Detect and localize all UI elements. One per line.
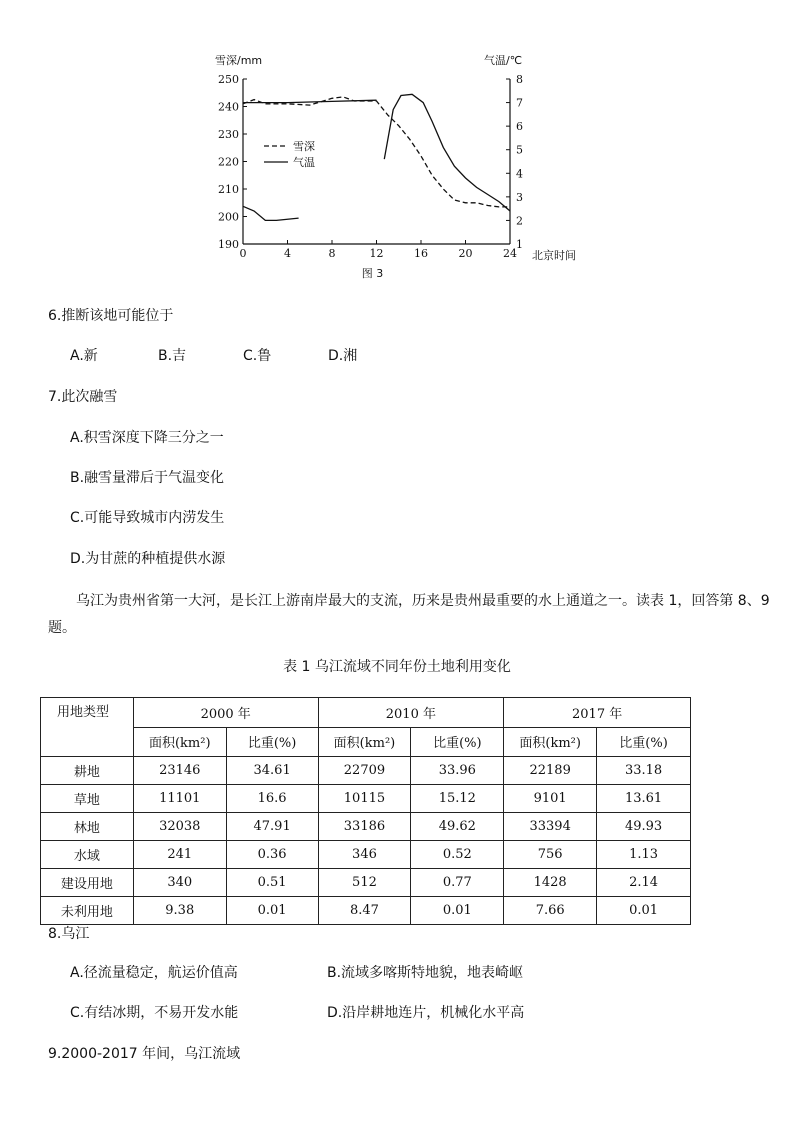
x-axis-title: 北京时间 [532,249,576,262]
passage-line-1: 乌江为贵州省第一大河，是长江上游南岸最大的支流，历来是贵州最重要的水上通道之一。读表 1，回答第 8、9 [76,593,770,609]
y-left-tick-label: 220 [218,155,239,169]
table-row [41,841,691,869]
cell: 346 [318,841,411,869]
q6-option-c: C.鲁 [243,348,272,364]
x-tick-label: 16 [414,247,428,260]
cell: 1428 [504,869,597,897]
y-axis-left-title: 雪深/mm [215,54,263,67]
cell: 340 [133,869,226,897]
cell: 15.12 [411,785,504,813]
x-tick-label: 0 [239,247,247,260]
row-type: 水域 [41,841,134,869]
y-right-tick-label: 7 [516,96,523,110]
cell: 34.61 [226,757,318,785]
cell: 49.62 [411,813,504,841]
table-row [41,757,691,785]
header-land-type: 用地类型 [41,698,134,757]
cell: 32038 [133,813,226,841]
subheader-area: 面积(km²) [504,727,597,757]
x-tick-label: 4 [284,247,291,260]
row-type: 未利用地 [41,897,134,925]
cell: 33.18 [597,757,691,785]
y-left-tick-label: 190 [218,238,239,251]
subheader-area: 面积(km²) [318,727,411,757]
cell: 0.77 [411,869,504,897]
cell: 512 [318,869,411,897]
x-tick-label: 8 [328,247,336,260]
y-right-tick-label: 8 [516,73,523,86]
q8-option-b: B.流域多喀斯特地貌，地表崎岖 [327,965,524,981]
cell: 23146 [133,757,226,785]
legend-temperature-label: 气温 [293,156,315,169]
cell: 756 [504,841,597,869]
row-type: 草地 [41,785,134,813]
y-right-tick-label: 5 [516,143,523,157]
cell: 9.38 [133,897,226,925]
q7-option-c: C.可能导致城市内涝发生 [70,510,225,526]
cell: 22709 [318,757,411,785]
cell: 0.01 [226,897,318,925]
row-type: 林地 [41,813,134,841]
q8-option-a: A.径流量稳定，航运价值高 [70,965,238,981]
cell: 9101 [504,785,597,813]
figure-caption: 图 3 [361,267,384,280]
q7-option-b: B.融雪量滞后于气温变化 [70,470,225,486]
q6-stem: 6.推断该地可能位于 [48,308,174,324]
q6-option-d: D.湘 [328,348,358,364]
y-axis-right-title: 气温/℃ [484,54,523,67]
header-year-2017: 2017 年 [504,698,691,728]
q8-option-d: D.沿岸耕地连片，机械化水平高 [327,1005,525,1021]
header-year-2010: 2010 年 [318,698,504,728]
cell: 0.51 [226,869,318,897]
subheader-ratio: 比重(%) [226,727,318,757]
y-right-tick-label: 4 [516,167,523,181]
x-tick-label: 12 [369,247,384,260]
table-row [41,897,691,925]
cell: 13.61 [597,785,691,813]
cell: 7.66 [504,897,597,925]
row-type: 建设用地 [41,869,134,897]
passage-line-2: 题。 [48,620,76,636]
q7-option-d: D.为甘蔗的种植提供水源 [70,551,226,567]
y-right-tick-label: 3 [516,190,523,204]
q8-option-c: C.有结冰期，不易开发水能 [70,1005,239,1021]
table-row [41,869,691,897]
y-left-tick-label: 250 [218,73,239,86]
table-header-row [41,698,691,728]
cell: 22189 [504,757,597,785]
row-type: 耕地 [41,757,134,785]
q7-option-a: A.积雪深度下降三分之一 [70,430,224,446]
subheader-area: 面积(km²) [133,727,226,757]
y-left-tick-label: 200 [218,210,239,224]
q6-option-a: A.新 [70,348,98,364]
subheader-ratio: 比重(%) [597,727,691,757]
subheader-ratio: 比重(%) [411,727,504,757]
q6-option-b: B.吉 [158,348,187,364]
y-left-tick-label: 240 [218,100,239,114]
table-row [41,813,691,841]
cell: 1.13 [597,841,691,869]
cell: 16.6 [226,785,318,813]
q8-stem: 8.乌江 [48,926,90,942]
cell: 10115 [318,785,411,813]
land-use-table [40,697,691,925]
table-row [41,785,691,813]
figure-3-chart [200,42,590,282]
table-title: 表 1 乌江流域不同年份土地利用变化 [283,659,511,675]
cell: 241 [133,841,226,869]
cell: 33394 [504,813,597,841]
cell: 0.01 [411,897,504,925]
cell: 11101 [133,785,226,813]
y-right-tick-label: 1 [516,238,523,251]
q9-stem: 9.2000-2017 年间，乌江流域 [48,1046,241,1062]
y-right-tick-label: 2 [516,214,523,228]
cell: 47.91 [226,813,318,841]
table-subheader-row [41,727,691,757]
cell: 49.93 [597,813,691,841]
cell: 2.14 [597,869,691,897]
cell: 0.52 [411,841,504,869]
y-right-tick-label: 6 [516,120,523,134]
q7-stem: 7.此次融雪 [48,389,118,405]
cell: 0.36 [226,841,318,869]
y-left-tick-label: 210 [218,183,239,196]
x-tick-label: 24 [503,247,517,260]
x-tick-label: 20 [458,247,473,260]
cell: 33186 [318,813,411,841]
header-year-2000: 2000 年 [133,698,318,728]
cell: 33.96 [411,757,504,785]
cell: 0.01 [597,897,691,925]
cell: 8.47 [318,897,411,925]
legend-snow-depth-label: 雪深 [293,140,315,153]
y-left-tick-label: 230 [218,128,239,141]
